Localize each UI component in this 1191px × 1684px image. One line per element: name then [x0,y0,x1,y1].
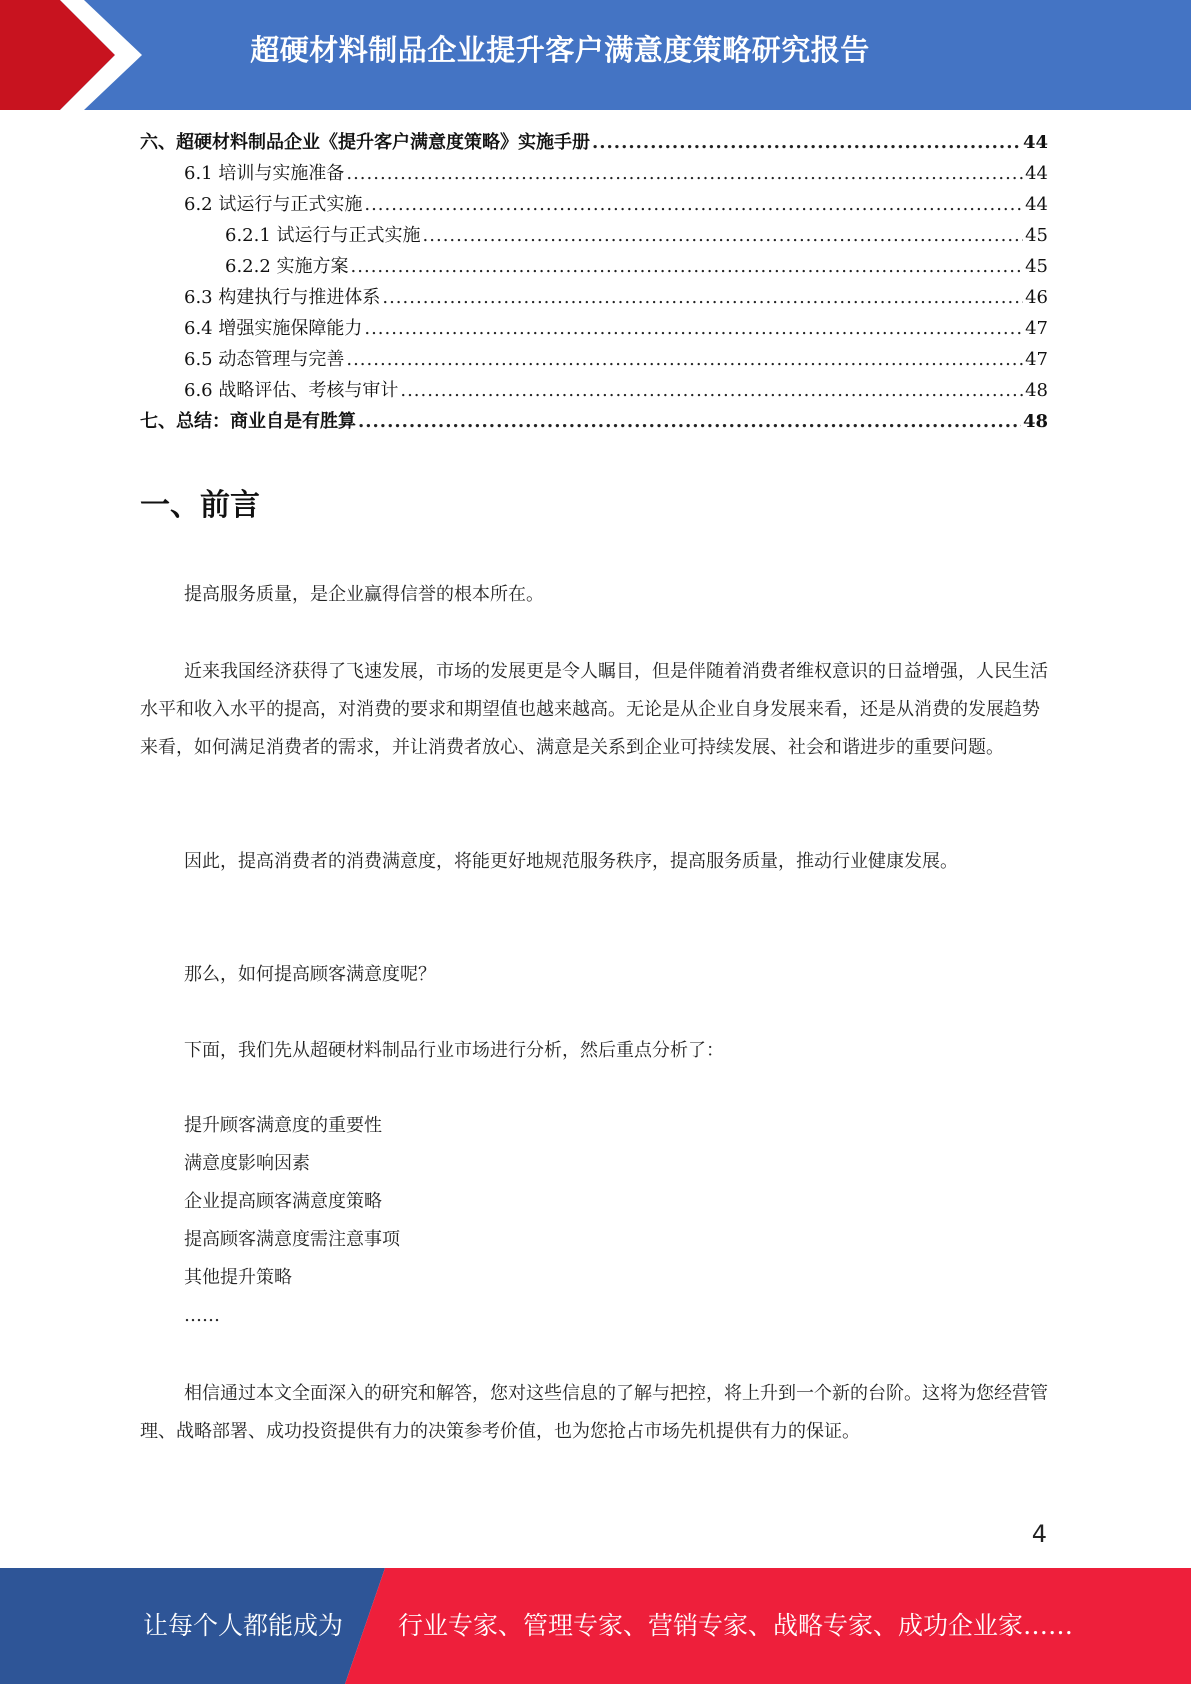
toc-entry[interactable] [140,190,1048,221]
toc-entry-text: 6.5 动态管理与完善 [184,349,345,370]
toc-entry-text: 6.3 构建执行与推进体系 [184,287,381,308]
list-item: 提升顾客满意度的重要性 [184,1115,382,1136]
list-item: 企业提高顾客满意度策略 [184,1191,382,1212]
footer-slogan-left: 让每个人都能成为 [143,1611,344,1640]
list-item: 满意度影响因素 [184,1153,310,1174]
toc-entry[interactable] [140,376,1048,407]
paragraph-text: 相信通过本文全面深入的研究和解答，您对这些信息的了解与把控，将上升到一个新的台阶。这将为您经营管理、战略部署、成功投资提供有力的决策参考价值，也为您抢占市场先机提供有力的保证。 [140,1383,1048,1442]
paragraph-text: 因此，提高消费者的消费满意度，将能更好地规范服务秩序，提高服务质量，推动行业健康发展。 [184,851,958,872]
paragraph [140,653,1048,767]
page-number: 4 [1031,1520,1047,1548]
toc-leader [423,225,1024,246]
toc-leader [358,411,1021,432]
toc-page-number: 47 [1025,349,1048,370]
table-of-contents [140,128,1048,438]
toc-leader [400,380,1023,401]
toc-entry-text: 七、总结：商业自是有胜算 [140,411,356,432]
toc-entry-text: 6.2 试运行与正式实施 [184,194,363,215]
toc-page-number: 44 [1025,194,1048,215]
toc-page-number: 47 [1025,318,1048,339]
list-item: …… [184,1305,220,1326]
toc-leader [346,163,1023,184]
report-title: 超硬材料制品企业提升客户满意度策略研究报告 [250,33,870,67]
toc-entry[interactable] [140,345,1048,376]
toc-page-number: 44 [1025,163,1048,184]
paragraph [140,956,1048,994]
list-item: 其他提升策略 [184,1267,292,1288]
paragraph [140,576,1048,614]
paragraph [140,1032,1048,1070]
toc-page-number: 46 [1025,287,1048,308]
paragraph-text: 提高服务质量，是企业赢得信誉的根本所在。 [184,584,544,605]
toc-entry-text: 六、超硬材料制品企业《提升客户满意度策略》实施手册 [140,132,590,153]
paragraph [140,843,1048,881]
paragraph-text: 下面，我们先从超硬材料制品行业市场进行分析，然后重点分析了： [184,1040,724,1061]
topic-list [184,1107,400,1335]
toc-page-number: 45 [1025,225,1048,246]
toc-page-number: 45 [1025,256,1048,277]
toc-entry[interactable] [140,221,1048,252]
toc-page-number: 48 [1025,380,1048,401]
section-heading: 一、前言 [140,488,260,523]
toc-entry-text: 6.2.2 实施方案 [225,256,349,277]
toc-page-number: 48 [1022,411,1048,432]
footer-banner [0,1568,1191,1684]
toc-entry-text: 6.6 战略评估、考核与审计 [184,380,399,401]
paragraph [140,1375,1048,1451]
toc-leader [382,287,1023,308]
toc-entry[interactable] [140,252,1048,283]
toc-entry[interactable] [140,407,1048,438]
toc-entry[interactable] [140,283,1048,314]
toc-page-number: 44 [1022,132,1048,153]
list-item: 提高顾客满意度需注意事项 [184,1229,400,1250]
toc-leader [351,256,1024,277]
toc-entry-text: 6.1 培训与实施准备 [184,163,345,184]
toc-entry[interactable] [140,314,1048,345]
toc-leader [346,349,1023,370]
toc-leader [592,132,1021,153]
toc-leader [364,318,1023,339]
toc-entry[interactable] [140,128,1048,159]
toc-entry[interactable] [140,159,1048,190]
toc-entry-text: 6.4 增强实施保障能力 [184,318,363,339]
toc-entry-text: 6.2.1 试运行与正式实施 [225,225,421,246]
header-bar [0,0,1191,110]
toc-leader [364,194,1023,215]
paragraph-text: 近来我国经济获得了飞速发展，市场的发展更是令人瞩目，但是伴随着消费者维权意识的日益增强，人民生活水平和收入水平的提高，对消费的要求和期望值也越来越高。无论是从企业自身发展来看，还是从消费的发展趋势来看，如何满足消费者的需求，并让消费者放心、满意是关系到企业可持续发展、社会和谐进步的重要问题。 [140,661,1048,758]
paragraph-text: 那么，如何提高顾客满意度呢？ [184,964,436,985]
header-chevron-shape [0,0,160,110]
footer-slogan-right: 行业专家、管理专家、营销专家、战略专家、成功企业家…… [398,1611,1074,1640]
